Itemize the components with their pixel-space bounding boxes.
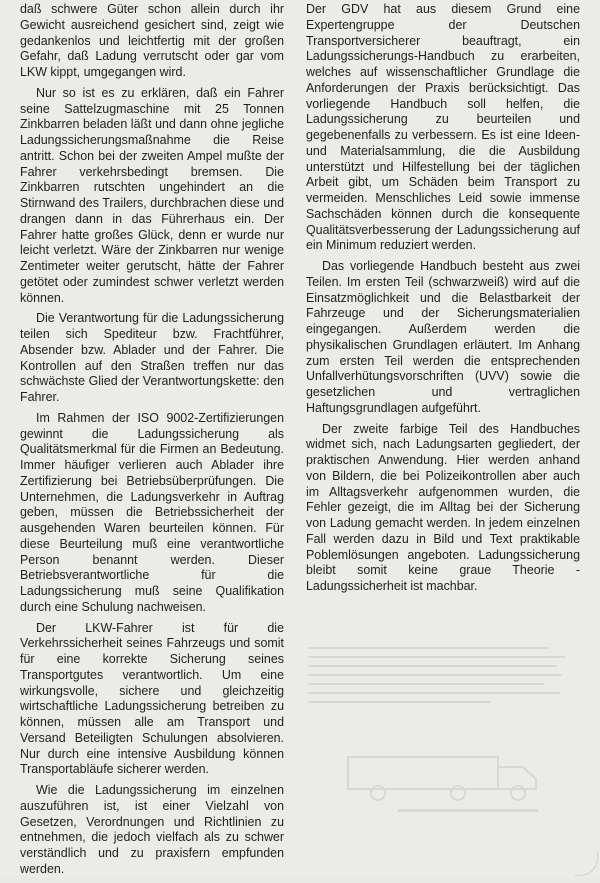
page-corner	[575, 853, 598, 876]
paragraph: daß schwere Güter schon allein durch ihr Gewicht ausreichend gesichert sind, zeigt wie gedankenlos und leichtfertig mit der großen Gefahr, daß Ladung verrutscht oder gar vom LKW kippt, umgegangen wird.	[20, 2, 284, 79]
left-text-column	[20, 2, 284, 883]
paragraph: Wie die Ladungssicherung im einzelnen auszuführen ist, ist einer Vielzahl von Gesetzen, Verordnungen und Richtlinien zu entnehmen, die jedoch vielfach als zu schwer verständlich und zu praxisfern empfunden werden.	[20, 783, 284, 876]
bleed-through-shadow	[308, 640, 570, 860]
truck-silhouette-icon	[308, 727, 570, 817]
paragraph: Das vorliegende Handbuch besteht aus zwei Teilen. Im ersten Teil (schwarzweiß) wird auf die Einsatzmöglichkeit und die Belastbarkeit der Fahrzeuge und der Sicherungsmaterialien eingegangen. Außerdem werden die physikalischen Grundlagen erläutert. Im Anhang zum ersten Teil werden die entsprechenden Unfallverhütungsvorschriften (UVV) sowie die gesetzlichen und vertraglichen Haftungsgrundlagen aufgeführt.	[306, 259, 580, 415]
paragraph: Der GDV hat aus diesem Grund eine Expertengruppe der Deutschen Transportversicherer beauftragt, ein Ladungssicherungs-Handbuch zu erarbeiten, welches auf wissenschaftlicher Grundlage die Anforderungen der Praxis berücksichtigt. Das vorliegende Handbuch soll helfen, die Ladungssicherung zu beurteilen und gegebenenfalls zu verbessern. Es ist eine Ideen- und Materialsammlung, die die Ausbildung unterstützt und Hilfestellung bei der täglichen Arbeit gibt, um Schäden beim Transport zu vermeiden. Menschliches Leid sowie immense Sachschäden können durch die konsequente Qualitätsverbesserung der Ladungssicherung auf ein Minimum reduziert werden.	[306, 2, 580, 253]
paragraph: Nur so ist es zu erklären, daß ein Fahrer seine Sattelzugmaschine mit 25 Tonnen Zinkbarren beladen läßt und dann ohne jegliche Ladungssicherungsmaßnahme die Reise antritt. Schon bei der zweiten Ampel mußte der Fahrer verkehrsbedingt bremsen. Die Zinkbarren rutschten ungehindert an die Stirnwand des Trailers, durchbrachen diese und drangen dann in das Führerhaus ein. Der Fahrer hatte großes Glück, denn er wurde nur leicht verletzt. Wäre der Zinkbarren nur wenige Zentimeter weiter gerutscht, hätte der Fahrer getötet oder zumindest schwer verletzt werden können.	[20, 85, 284, 305]
paragraph: Der LKW-Fahrer ist für die Verkehrssicherheit seines Fahrzeugs und somit für eine korrekte Sicherung seines Transportgutes verantwortlich. Um eine wirkungsvolle, sichere und gleichzeitig wirtschaftliche Ladungssicherung betreiben zu können, müssen alle am Transport und Versand Beteiligten Schulungen absolvieren. Nur durch eine intensive Ausbildung können Transportabläufe sicherer werden.	[20, 620, 284, 777]
right-text-column	[306, 2, 580, 600]
paragraph: Der zweite farbige Teil des Handbuches widmet sich, nach Ladungsarten gegliedert, der praktischen Anwendung. Hier werden anhand von Bildern, die bei Polizeikontrollen aber auch im Alltagsverkehr aufgenommen wurden, die Fehler gezeigt, die im Alltag bei der Sicherung von Ladung gemacht werden. In jedem einzelnen Fall werden dazu in Bild und Text praktikable Poblemlösungen angeboten. Ladungssicherung bleibt somit keine graue Theorie - Ladungssicherheit ist machbar.	[306, 421, 580, 593]
paragraph: Im Rahmen der ISO 9002-Zertifizierungen gewinnt die Ladungssicherung als Qualitätsmerkmal für die Firmen an Bedeutung. Immer häufiger verlieren auch Ablader ihre Zertifizierung bei Betriebsüberprüfungen. Die Unternehmen, die Ladungsverkehr in Auftrag geben, müssen die Betriebssicherheit der ausgehenden Waren beurteilen können. Für diese Beurteilung muß eine verantwortliche Person benannt werden. Dieser Betriebsverantwortliche für die Ladungssicherung muß seine Qualifikation durch eine Schulung nachweisen.	[20, 410, 284, 614]
paragraph: Die Verantwortung für die Ladungssicherung teilen sich Spediteur bzw. Frachtführer, Absender bzw. Ablader und der Fahrer. Die Kontrollen auf den Straßen treffen nur das schwächste Glied der Verantwortungskette: den Fahrer.	[20, 311, 284, 404]
